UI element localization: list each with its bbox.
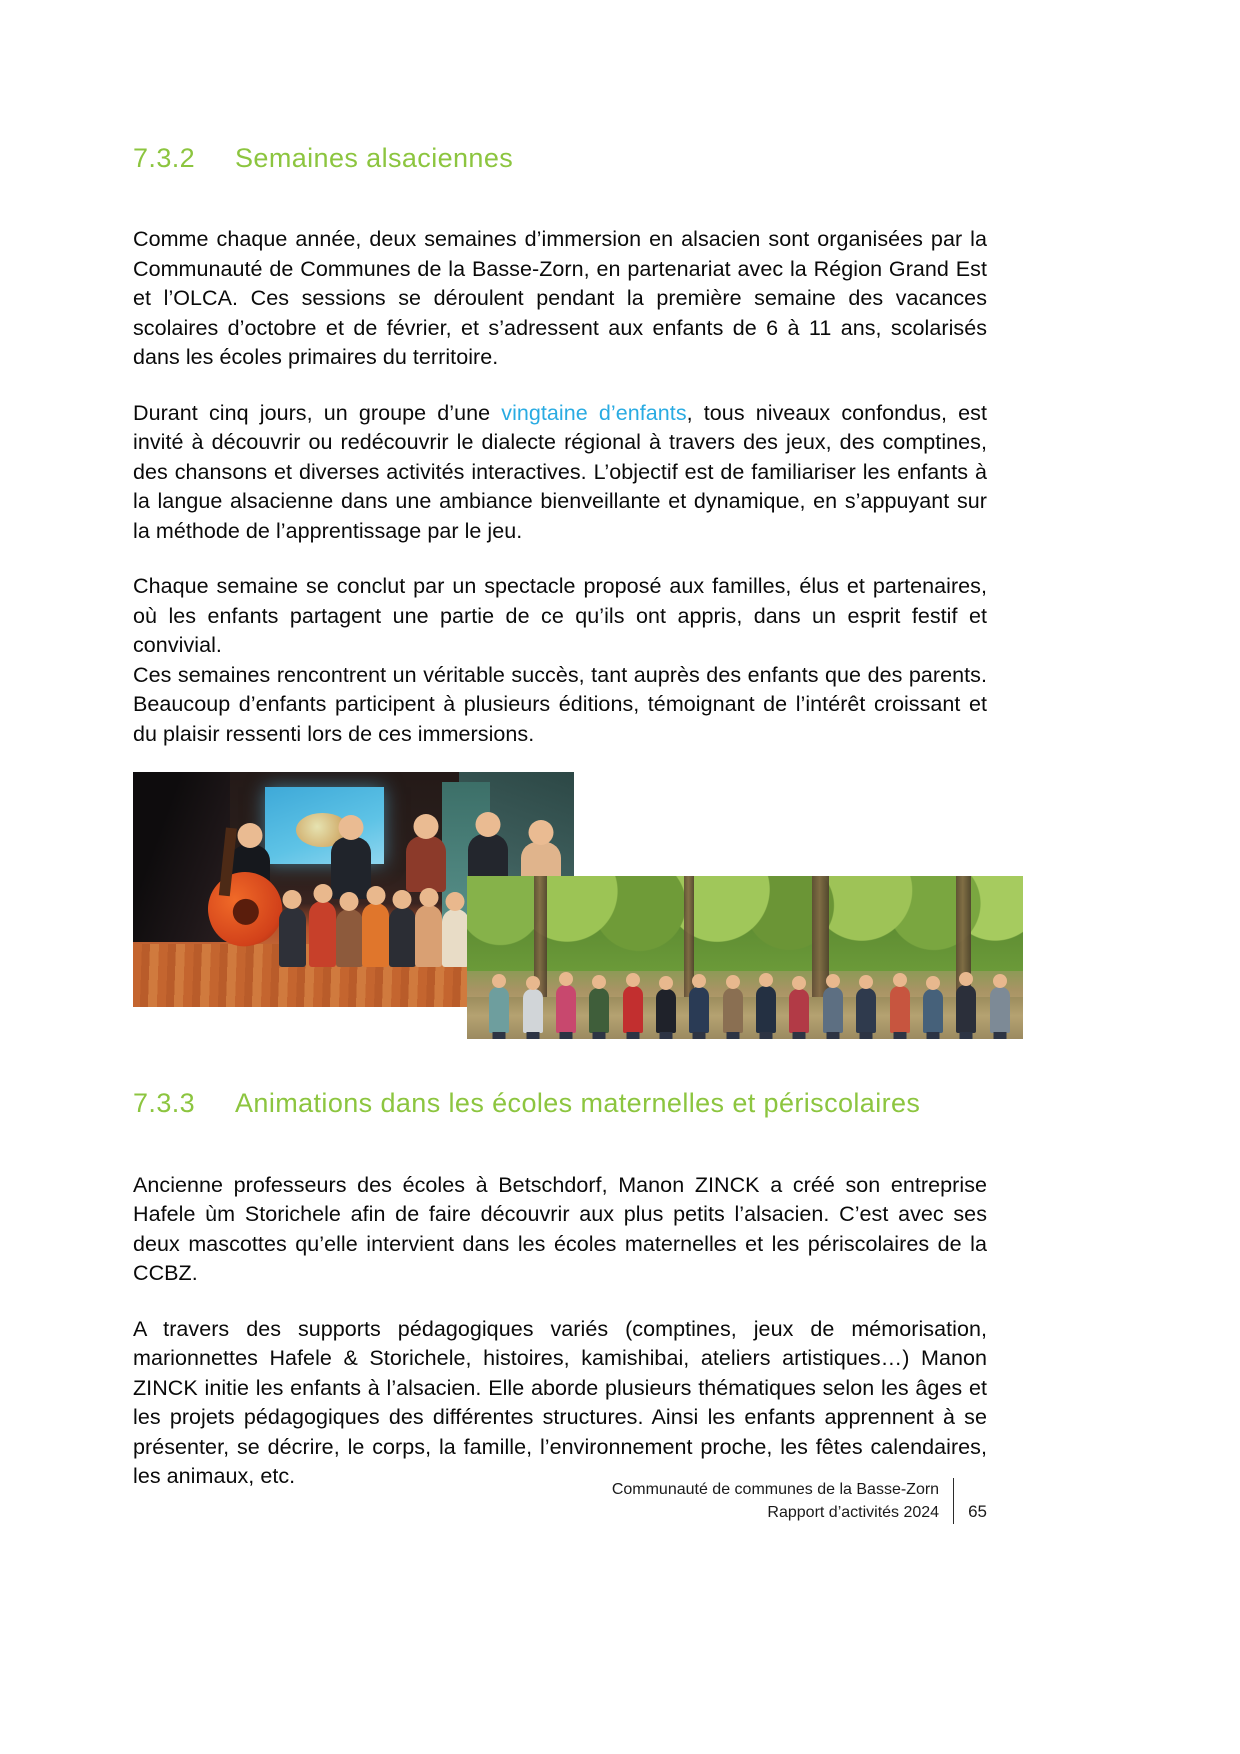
paragraph-732-2: [133, 399, 987, 547]
child-figure: [489, 987, 509, 1033]
child-figure: [556, 985, 576, 1033]
footer-organisation: Communauté de communes de la Basse-Zorn: [611, 1481, 940, 1498]
page-number: 65: [968, 1502, 987, 1521]
tree-canopy: [467, 876, 1023, 971]
paragraph-732-2-part2: , tous niveaux confondus, est invité à découvrir ou redécouvrir le dialecte régional à travers des jeux, des comptines, des chansons et diverses activités interactives. L’objectif est de familiariser les enfants à la langue alsacienne dans une ambiance bienveillante et dynamique, en s’appuyant sur la méthode de l’apprentissage par le jeu.: [133, 400, 987, 543]
paragraph-732-3: Chaque semaine se conclut par un spectacle proposé aux familles, élus et partenaires, où les enfants partagent une partie de ce qu’ils ont appris, dans un esprit festif et convivial.: [133, 574, 987, 658]
child-figure: [279, 907, 306, 967]
child-figure: [623, 986, 643, 1033]
accent-phrase-vingtaine-enfants: vingtaine d’enfants: [501, 400, 687, 425]
photo-sortie-exterieure-enfants: [467, 876, 1023, 1039]
photo-group: [133, 772, 987, 1047]
footer-report-title: Rapport d’activités 2024: [767, 1504, 940, 1521]
spacer: [133, 196, 987, 225]
spacer: [133, 1289, 987, 1315]
child-figure: [723, 988, 743, 1033]
paragraph-732-1: Comme chaque année, deux semaines d’immersion en alsacien sont organisées par la Communauté de Communes de la Basse-Zorn, en partenariat avec la Région Grand Est et l’OLCA. Ces sessions se déroulent pendant la première semaine des vacances scolaires d’octobre et de février, et s’adressent aux enfants de 6 à 11 ans, scolarisés dans les écoles primaires du territoire.: [133, 227, 987, 370]
section-heading-7-3-2: [133, 143, 987, 174]
section-title: Semaines alsaciennes: [235, 143, 514, 173]
spacer: [133, 546, 987, 572]
child-figure: [956, 985, 976, 1033]
child-figure: [389, 907, 416, 967]
page-footer: [133, 1478, 987, 1524]
paragraph-732-4: Ces semaines rencontrent un véritable succès, tant auprès des enfants que des parents. Beaucoup d’enfants participent à plusieurs éditions, témoignant de l’intérêt croissant et du plaisir ressenti lors de ces immersions.: [133, 662, 987, 746]
child-figure: [415, 905, 442, 967]
paragraph-733-1: Ancienne professeurs des écoles à Betschdorf, Manon ZINCK a créé son entreprise Hafele ùm Storichele afin de faire découvrir aux plus petits l’alsacien. C’est avec ses deux mascottes qu’elle intervient dans les écoles maternelles et les périscolaires de la CCBZ.: [133, 1172, 987, 1286]
adult-figure: [406, 836, 446, 892]
child-figure: [689, 987, 709, 1033]
section-title: Animations dans les écoles maternelles et périscolaires: [235, 1088, 921, 1119]
child-figure: [990, 987, 1010, 1033]
child-figure: [309, 901, 336, 967]
child-figure: [442, 909, 469, 967]
child-figure: [589, 988, 609, 1033]
footer-text: [612, 1478, 953, 1524]
spacer: [133, 1142, 987, 1171]
section-number: 7.3.2: [133, 143, 196, 173]
spacer: [133, 373, 987, 399]
section-heading-7-3-3: [133, 1088, 987, 1119]
child-figure: [823, 987, 843, 1033]
child-figure: [923, 989, 943, 1033]
adult-figure: [331, 837, 371, 899]
child-figure: [523, 989, 543, 1033]
child-figure: [362, 903, 389, 967]
paragraph-732-2-part1: Durant cinq jours, un groupe d’une: [133, 400, 502, 425]
child-figure: [756, 986, 776, 1033]
section-number: 7.3.3: [133, 1088, 196, 1119]
child-figure: [856, 988, 876, 1033]
paragraph-733-2: A travers des supports pédagogiques variés (comptines, jeux de mémorisation, marionnettes Hafele & Storichele, histoires, kamishibai, ateliers artistiques…) Manon ZINCK initie les enfants à l’alsacien. Elle aborde plusieurs thématiques selon les âges et les projets pédagogiques des différentes structures. Ainsi les enfants apprennent à se présenter, se décrire, le corps, la famille, l’environnement proche, les fêtes calendaires, les animaux, etc.: [133, 1316, 987, 1489]
child-figure: [336, 909, 363, 967]
child-figure: [890, 986, 910, 1033]
page-content: [133, 0, 987, 1492]
child-figure: [789, 989, 809, 1033]
child-figure: [656, 989, 676, 1033]
